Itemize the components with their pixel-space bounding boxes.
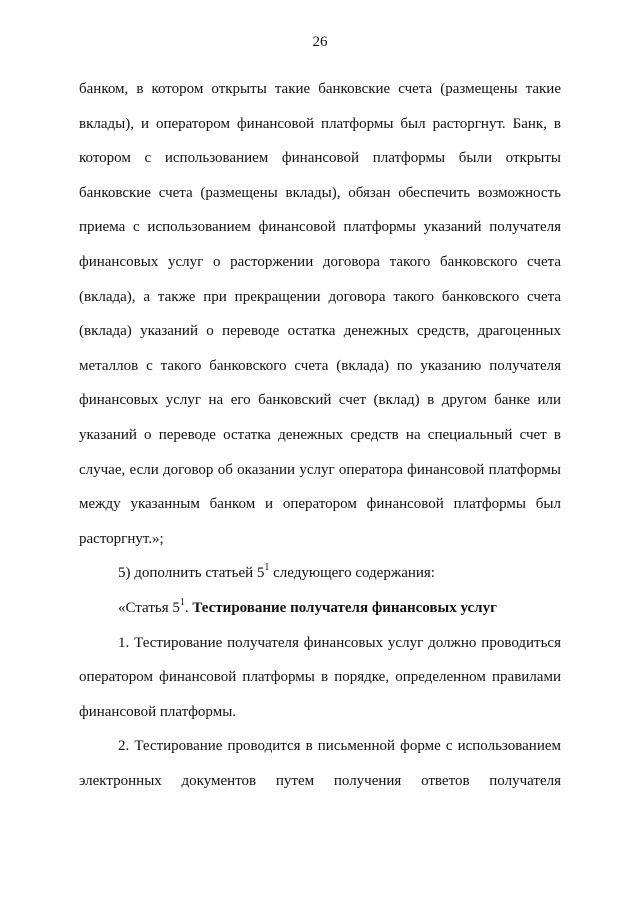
paragraph-clause-2: 2. Тестирование проводится в письменной форме с использованием электронных документов путем получения ответов получателя (79, 738, 561, 789)
amendment-text-start: 5) дополнить статьей 5 (118, 565, 265, 582)
paragraph-continuation: банком, в котором открыты такие банковские счета (размещены такие вклады), и оператором финансовой платформы был расторгнут. Банк, в котором с использованием финансовой платформы были открыты банковские счета (размещены вклады), обязан обеспечить возможность приема с использованием финансовой платформы указаний получателя финансовых услуг о расторжении договора такого банковского счета (вклада), а также при прекращении договора такого банковского счета (вклада) указаний о переводе остатка денежных средств, драгоценных металлов с такого банковского счета (вклада) по указанию получателя финансовых услуг на его банковский счет (вклад) в другом банке или указаний о переводе остатка денежных средств на специальный счет в случае, если договор об оказании услуг оператора финансовой платформы между указанным банком и оператором финансовой платформы был расторгнут.»; (79, 81, 561, 547)
article-label: «Статья 5 (118, 599, 180, 616)
article-superscript: 1 (179, 596, 185, 608)
article-title: Тестирование получателя финансовых услуг (192, 599, 497, 616)
document-body (79, 72, 561, 798)
amendment-text-end: следующего содержания: (269, 565, 435, 582)
paragraph-amendment-item-5 (79, 556, 561, 591)
paragraph-clause-1: 1. Тестирование получателя финансовых услуг должно проводиться оператором финансовой платформы в порядке, определенном правилами финансовой платформы. (79, 634, 561, 720)
superscript-index: 1 (264, 562, 270, 574)
article-dot: . (184, 599, 193, 616)
page-number: 26 (312, 34, 328, 50)
article-heading (79, 591, 561, 626)
